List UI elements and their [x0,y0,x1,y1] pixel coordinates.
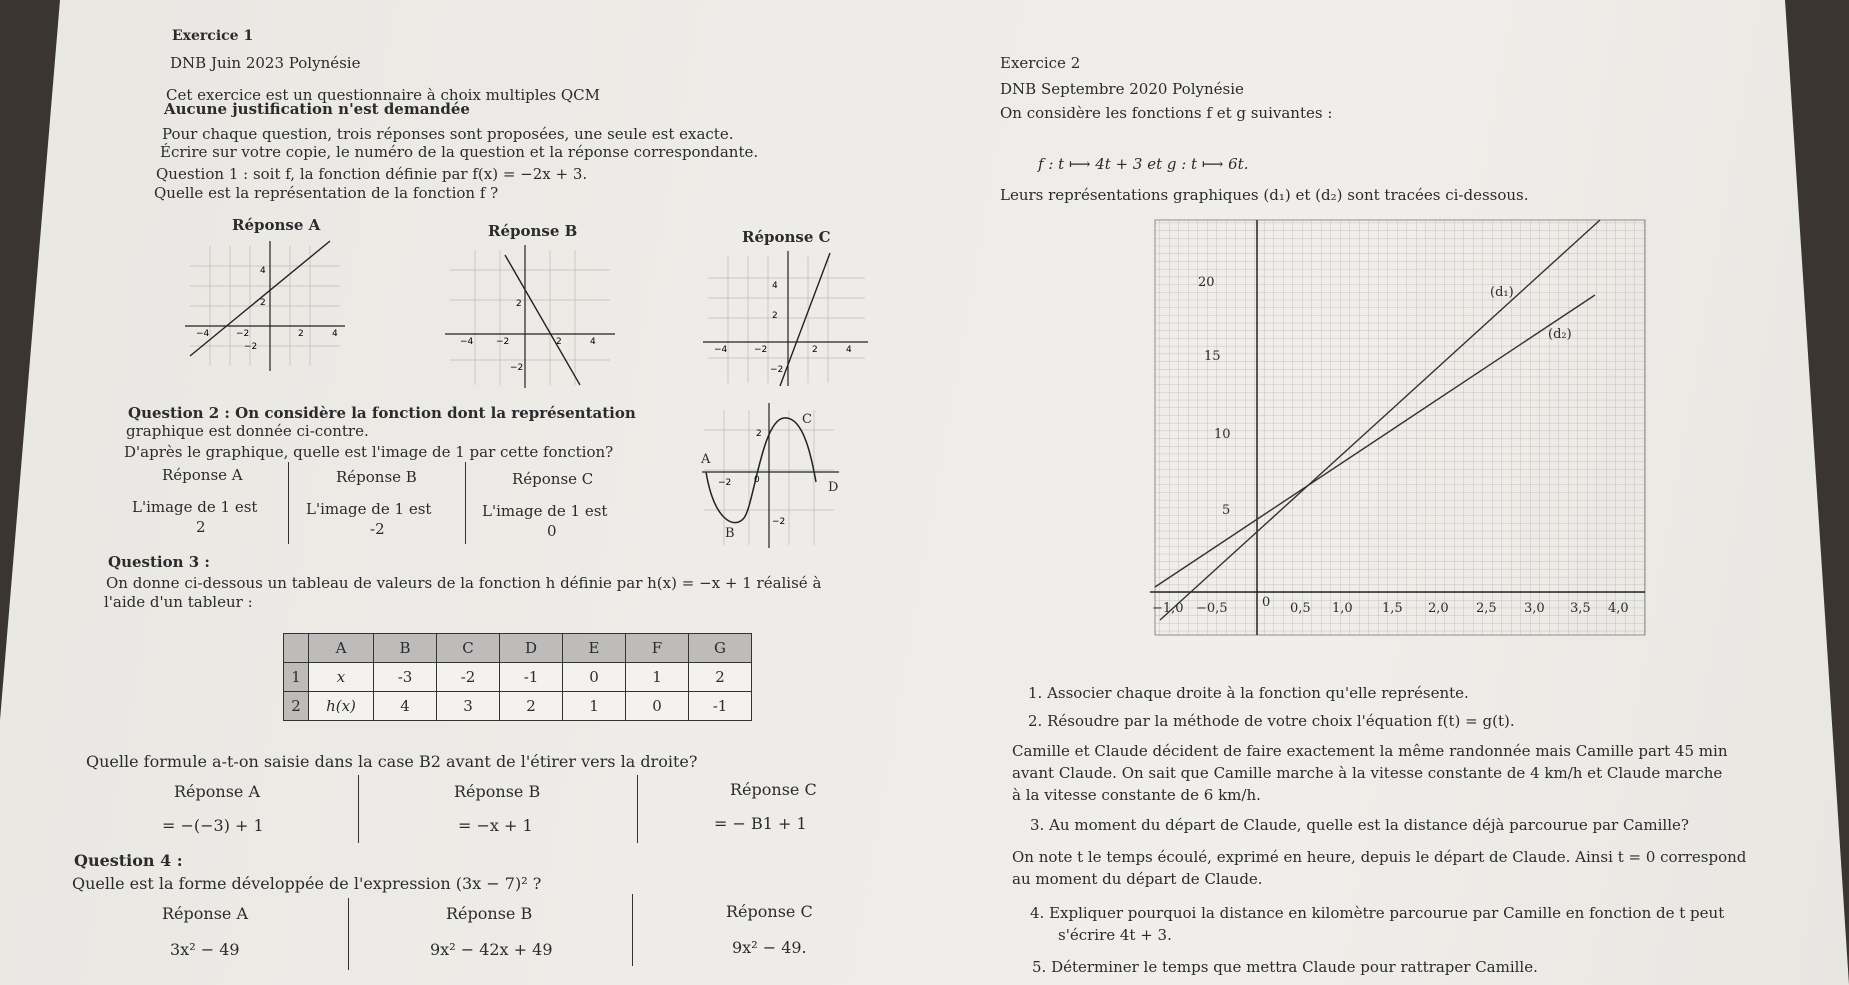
line-label-d2: (d₂) [1548,327,1572,342]
spreadsheet-table [283,633,752,721]
svg-text:−2: −2 [772,517,786,527]
q3-answer-c-label: Réponse C [730,780,817,799]
svg-text:−2: −2 [496,337,510,347]
ex2-paragraph-1-line-3: à la vitesse constante de 6 km/h. [1012,786,1261,804]
table-cell: h(x) [309,692,374,721]
table-cell: -1 [500,663,563,692]
ex2-paragraph-1-line-2: avant Claude. On sait que Camille marche à la vitesse constante de 4 km/h et Claude marche [1012,764,1723,782]
q2-answer-a-label: Réponse A [162,466,243,484]
svg-text:2: 2 [260,298,266,308]
table-cell: -3 [374,663,437,692]
q1-question: Quelle est la représentation de la fonction f ? [154,184,499,202]
col-header: F [626,634,689,663]
q2-answer-b-label: Réponse B [336,468,417,486]
x-label: −0,5 [1196,601,1228,616]
table-header-row [284,634,752,663]
row-header: 1 [284,663,309,692]
q2-answer-a-text: L'image de 1 est [132,498,258,516]
q2-answer-b-value: -2 [370,520,385,538]
svg-text:4: 4 [772,281,778,291]
x-label-origin: 0 [1262,595,1271,610]
table-cell: 0 [563,663,626,692]
q2-divider-2 [465,462,466,544]
svg-text:−4: −4 [714,345,728,355]
ex2-item-4-line-2: s'écrire 4t + 3. [1058,926,1172,944]
q3-answer-b-label: Réponse B [454,782,541,801]
col-header: C [437,634,500,663]
q2-answer-b-text: L'image de 1 est [306,500,432,518]
table-cell: x [309,663,374,692]
q1-statement: Question 1 : soit f, la fonction définie par f(x) = −2x + 3. [156,165,588,183]
col-header: G [689,634,752,663]
ex2-formula: f : t ⟼ 4t + 3 et g : t ⟼ 6t. [1038,155,1249,173]
svg-text:2: 2 [556,337,562,347]
q1-graph-a [180,236,350,380]
table-cell: -1 [689,692,752,721]
ex2-item-1: 1. Associer chaque droite à la fonction qu'elle représente. [1028,684,1469,702]
ex2-item-5: 5. Déterminer le temps que mettra Claude pour rattraper Camille. [1032,958,1538,976]
ex2-item-4-line-1: 4. Expliquer pourquoi la distance en kilomètre parcourue par Camille en fonction de t peut [1030,904,1725,922]
svg-text:−2: −2 [770,365,784,375]
q2-answer-c-text: L'image de 1 est [482,502,608,520]
q4-answer-a-value: 3x² − 49 [170,940,240,959]
q3-divider-2 [637,775,638,843]
x-label: −1,0 [1152,601,1184,616]
svg-text:−2: −2 [236,329,250,339]
q2-line-1: Question 2 : On considère la fonction dont la représentation [128,404,636,422]
table-row [284,663,752,692]
x-label: 0,5 [1290,601,1311,616]
col-header: E [563,634,626,663]
q4-answer-b-label: Réponse B [446,904,533,923]
q4-title: Question 4 : [74,851,183,870]
q3-title: Question 3 : [108,553,210,571]
ex2-paragraph-1-line-1: Camille et Claude décident de faire exactement la même randonnée mais Camille part 45 min [1012,742,1728,760]
svg-text:−4: −4 [196,329,210,339]
table-cell: 1 [563,692,626,721]
table-cell: 3 [437,692,500,721]
ex2-graph [1150,215,1650,644]
svg-text:2: 2 [772,311,778,321]
svg-text:4: 4 [846,345,852,355]
q2-point-c: C [802,412,812,427]
q4-divider-1 [348,898,349,970]
svg-text:4: 4 [332,329,338,339]
q2-graph [694,400,844,554]
table-cell: -2 [437,663,500,692]
q4-answer-c-value: 9x² − 49. [732,938,807,957]
line-label-d1: (d₁) [1490,285,1514,300]
row-header: 2 [284,692,309,721]
q3-answer-a-label: Réponse A [174,782,261,801]
q1-answer-a-label: Réponse A [232,216,321,234]
x-label: 4,0 [1608,601,1629,616]
table-row [284,692,752,721]
ex2-item-3: 3. Au moment du départ de Claude, quelle est la distance déjà parcourue par Camille? [1030,816,1689,834]
ex2-item-2: 2. Résoudre par la méthode de votre choix l'équation f(t) = g(t). [1028,712,1515,730]
q2-point-d: D [828,480,839,495]
table-cell: 4 [374,692,437,721]
table-cell: 0 [626,692,689,721]
ex1-title: Exercice 1 [172,28,254,44]
ex1-intro-4: Écrire sur votre copie, le numéro de la question et la réponse correspondante. [160,143,759,161]
q3-answer-a-value: = −(−3) + 1 [162,816,264,835]
q2-statement-2: graphique est donnée ci-contre. [126,422,369,440]
q3-statement-2: l'aide d'un tableur : [104,593,253,611]
q2-answer-a-value: 2 [196,518,206,536]
q4-answer-c-label: Réponse C [726,902,813,921]
x-label: 3,0 [1524,601,1545,616]
table-cell: 1 [626,663,689,692]
q1-graph-c [700,248,870,392]
q4-divider-2 [632,894,633,966]
q3-answer-b-value: = −x + 1 [458,816,533,835]
q3-statement-1: On donne ci-dessous un tableau de valeurs de la fonction h définie par h(x) = −x + 1 réalisé à [106,574,822,592]
svg-text:4: 4 [590,337,596,347]
q2-point-a: A [701,452,711,467]
q4-answer-a-label: Réponse A [162,904,249,923]
table-cell: 2 [689,663,752,692]
q2-statement-1 [128,404,636,422]
q2-answer-c-value: 0 [547,522,557,540]
q3-divider-1 [358,775,359,843]
q2-divider-1 [288,462,289,544]
col-header: A [309,634,374,663]
x-label: 1,5 [1382,601,1403,616]
x-label: 1,0 [1332,601,1353,616]
svg-text:−2: −2 [718,478,732,488]
ex1-intro-1: Cet exercice est un questionnaire à choix multiples QCM [166,86,601,104]
ex2-source: DNB Septembre 2020 Polynésie [1000,80,1244,98]
svg-text:4: 4 [260,266,266,276]
q2-question: D'après le graphique, quelle est l'image de 1 par cette fonction? [124,443,614,461]
q2-answer-c-label: Réponse C [512,470,594,488]
q4-question: Quelle est la forme développée de l'expression (3x − 7)² ? [72,874,542,893]
y-label-5: 5 [1222,503,1231,518]
x-label: 2,5 [1476,601,1497,616]
svg-text:2: 2 [756,429,762,439]
svg-text:2: 2 [516,299,522,309]
y-label-20: 20 [1198,275,1215,290]
ex1-intro-2: Aucune justification n'est demandée [164,100,470,118]
ex2-graph-intro: Leurs représentations graphiques (d₁) et (d₂) sont tracées ci-dessous. [1000,186,1529,204]
ex1-source: DNB Juin 2023 Polynésie [170,54,361,72]
y-label-10: 10 [1214,427,1231,442]
ex2-paragraph-2-line-1: On note t le temps écoulé, exprimé en heure, depuis le départ de Claude. Ainsi t = 0 correspond [1012,848,1747,866]
ex2-paragraph-2-line-2: au moment du départ de Claude. [1012,870,1263,888]
q3-question: Quelle formule a-t-on saisie dans la case B2 avant de l'étirer vers la droite? [86,752,698,771]
ex1-intro-3: Pour chaque question, trois réponses sont proposées, une seule est exacte. [162,125,734,143]
x-label: 3,5 [1570,601,1591,616]
svg-text:−2: −2 [754,345,768,355]
table-corner [284,634,309,663]
svg-text:2: 2 [298,329,304,339]
q1-answer-b-label: Réponse B [488,222,578,240]
ex2-intro: On considère les fonctions f et g suivantes : [1000,104,1333,122]
q3-answer-c-value: = − B1 + 1 [714,814,807,833]
col-header: B [374,634,437,663]
q1-graph-b [440,240,620,394]
svg-text:−4: −4 [460,337,474,347]
q1-answer-c-label: Réponse C [742,228,831,246]
q4-answer-b-value: 9x² − 42x + 49 [430,940,553,959]
x-label: 2,0 [1428,601,1449,616]
q2-point-b: B [725,526,735,541]
svg-text:−2: −2 [244,342,258,352]
svg-text:−2: −2 [510,363,524,373]
svg-text:0: 0 [754,475,760,485]
ex2-title: Exercice 2 [1000,54,1081,72]
svg-text:2: 2 [812,345,818,355]
col-header: D [500,634,563,663]
y-label-15: 15 [1204,349,1221,364]
table-cell: 2 [500,692,563,721]
